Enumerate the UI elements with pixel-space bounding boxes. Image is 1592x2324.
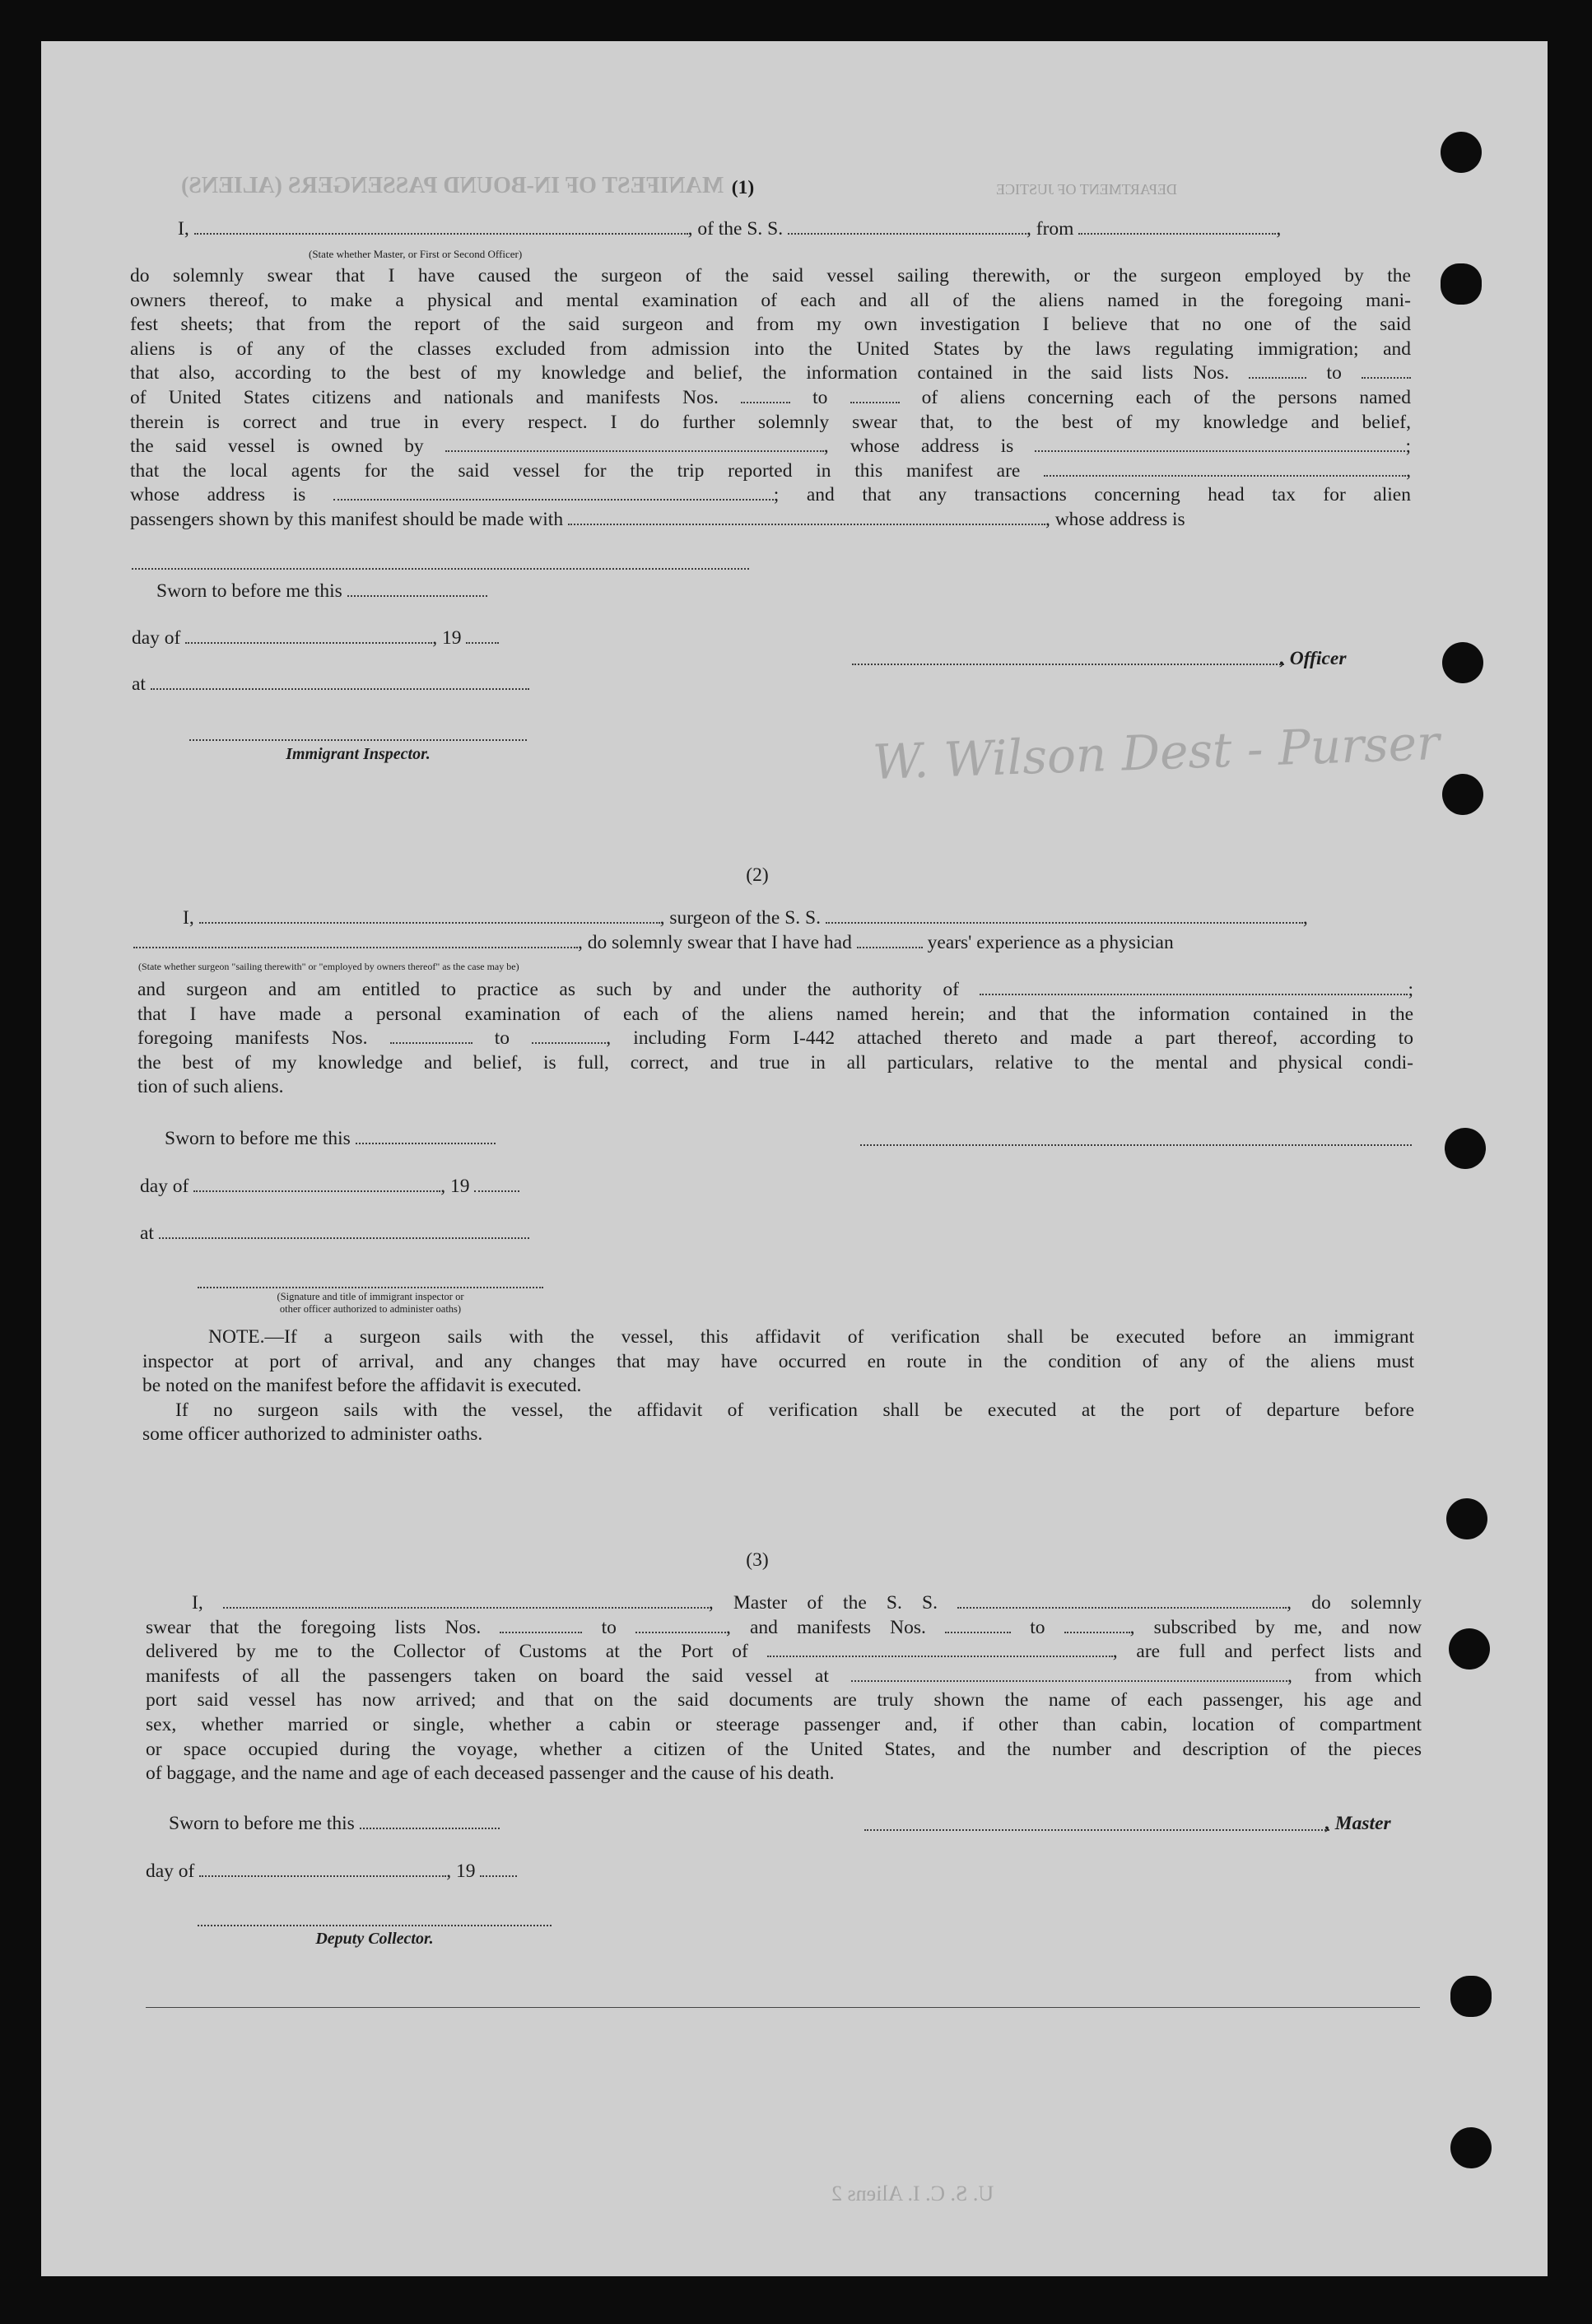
citizen-list-from-field[interactable] xyxy=(1249,362,1306,379)
local-agents-field[interactable] xyxy=(1044,460,1406,477)
s1-place-field[interactable] xyxy=(151,673,529,690)
practice-authority-field[interactable] xyxy=(980,979,1408,995)
manifest-from-field[interactable] xyxy=(741,387,790,403)
s2-note: NOTE.—If a surgeon sails with the vessel, this affidavit of verification shall be executed before an immigrant inspector at port of arrival, and any changes that may have occurred en route in the condition of any of the aliens must be noted on the manifest before the affidavit is executed. If no surgeon sails with the vessel, the affidavit of verification shall be executed at the port of departure before some officer authorized to administer oaths. xyxy=(142,1326,1414,1446)
master-label: , Master xyxy=(1325,1813,1391,1834)
s1-oath-body: do solemnly swear that I have caused the surgeon of the said vessel sailing therewith, or the surgeon employed by the owners thereof, to make a physical and mental examination of each and all of the aliens named in the foregoing mani- fest sheets; that from the report of the said surgeon and from my own investigation I believe that no one of the said aliens is of any of the classes excluded from admission into the United States by the laws regulating immigration; and that also, according to the best of my knowledge and belief, the information contained in the said lists Nos. to of United States citizens and nationals and manifests Nos. to of aliens concerning each of the persons named therein is correct and true in every respect. I do further solemnly swear that, to the best of my knowledge and belief, the said vessel is owned by , whose address is ; that the local agents for the said vessel for the trip reported in this manifest are , whose address is ; and that any transactions concerning head tax for alien passengers shown by this manifest should be made with , whose address is xyxy=(130,265,1412,530)
s3-manifest-from-field[interactable] xyxy=(945,1617,1011,1633)
master-signature-line[interactable] xyxy=(864,1829,1329,1831)
s3-month-field[interactable] xyxy=(199,1861,446,1877)
punch-hole xyxy=(1445,1128,1486,1169)
inspector-label: Immigrant Inspector. xyxy=(286,745,431,763)
head-tax-agent-field[interactable] xyxy=(568,509,1045,525)
officer-name-field[interactable] xyxy=(194,218,688,235)
s1-day-of: day of , 19 xyxy=(132,627,499,650)
ship-name-field[interactable] xyxy=(788,218,1026,235)
manifest-to-field[interactable] xyxy=(850,387,900,403)
officer-label: , Officer xyxy=(1280,648,1347,669)
punch-hole xyxy=(1450,2127,1492,2168)
collector-signature-line[interactable] xyxy=(198,1925,552,1926)
punch-hole xyxy=(1449,1628,1490,1670)
handwritten-signature: W. Wilson Dest - Purser xyxy=(872,715,1441,790)
port-of-departure-field[interactable] xyxy=(851,1665,1287,1682)
s2-manifest-to-field[interactable] xyxy=(532,1027,606,1044)
s2-sworn: Sworn to before me this xyxy=(165,1128,496,1150)
collector-label: Deputy Collector. xyxy=(315,1930,434,1948)
punch-hole xyxy=(1442,774,1483,815)
s1-address-continuation-line[interactable] xyxy=(132,568,749,570)
owner-field[interactable] xyxy=(445,435,824,452)
punch-hole xyxy=(1442,642,1483,683)
agents-address-field[interactable] xyxy=(333,484,774,501)
s2-year-field[interactable] xyxy=(474,1176,519,1192)
years-experience-field[interactable] xyxy=(857,932,923,948)
s2-sig-note-1: (Signature and title of immigrant inspector or xyxy=(277,1291,464,1302)
s1-month-field[interactable] xyxy=(185,627,432,644)
owner-address-field[interactable] xyxy=(1035,435,1405,452)
s3-manifest-to-field[interactable] xyxy=(1064,1617,1130,1633)
surgeon-name-field[interactable] xyxy=(199,907,660,924)
surgeon-signature-line[interactable] xyxy=(860,1144,1412,1146)
s1-sworn: Sworn to before me this xyxy=(156,580,487,603)
punch-hole xyxy=(1450,1976,1492,2017)
inspector-signature-line[interactable] xyxy=(189,739,527,741)
s2-surgeon-note: (State whether surgeon "sailing therewith" or "employed by owners thereof" as the case may be) xyxy=(138,961,519,972)
s2-manifest-from-field[interactable] xyxy=(390,1027,472,1044)
s2-sworn-day-field[interactable] xyxy=(356,1128,496,1144)
s2-ship-name-field[interactable] xyxy=(826,907,1303,924)
punch-hole xyxy=(1441,263,1482,305)
s3-day-of: day of , 19 xyxy=(146,1861,517,1883)
s2-oath-body: and surgeon and am entitled to practice as such by and under the authority of ; that I have made a personal examination of each of the aliens named herein; and that the information contained in the foregoing manifests Nos. to , including Form I-442 attached thereto and made a part thereof, according to the best of my knowledge and belief, is full, correct, and true in all particulars, relative to the mental and physical condi- tion of such aliens. xyxy=(137,979,1414,1098)
from-port-field[interactable] xyxy=(1078,218,1276,235)
citizen-list-to-field[interactable] xyxy=(1362,362,1411,379)
bleed-through-department: DEPARTMENT OF JUSTICE xyxy=(996,181,1177,198)
s3-oath-body: I, , Master of the S. S. , do solemnly swear that the foregoing lists Nos. to , and manifests Nos. to , subscribed by me, and now delivered by me to the Collector of Customs at the Port of , are full and perfect lists and manifests of all the passengers taken on board the said vessel at , from which port said vessel has now arrived; and that on the said documents are truly shown the name of each passenger, his age and sex, whether married or single, whether a cabin or steerage passenger and, if other than cabin, location of compartment or space occupied during the voyage, whether a citizen of the United States, and the number and description of the pieces of baggage, and the name and age of each deceased passenger and the cause of his death. xyxy=(146,1592,1422,1785)
s2-at: at xyxy=(140,1223,529,1245)
s3-list-to-field[interactable] xyxy=(635,1617,726,1633)
s1-sworn-day-field[interactable] xyxy=(347,580,487,597)
s3-year-field[interactable] xyxy=(480,1861,517,1877)
s2-oath-line-2: , do solemnly swear that I have had years' experience as a physician xyxy=(133,932,1174,954)
s2-sig-note-2: other officer authorized to administer oaths) xyxy=(279,1303,462,1315)
s1-year-field[interactable] xyxy=(466,627,499,644)
section-3-number: (3) xyxy=(746,1549,769,1571)
s3-ship-name-field[interactable] xyxy=(957,1592,1287,1609)
s1-oath-line-1: I, , of the S. S. , from , xyxy=(178,218,1282,240)
section-1-number: (1) xyxy=(731,177,755,198)
s1-at: at xyxy=(132,673,529,696)
s3-sworn-day-field[interactable] xyxy=(360,1813,500,1829)
bottom-rule xyxy=(146,2007,1420,2008)
s2-day-of: day of , 19 xyxy=(140,1176,519,1198)
punch-hole xyxy=(1441,132,1482,173)
bleed-through-title: MANIFEST OF IN-BOUND PASSENGERS (ALIENS) xyxy=(181,173,724,198)
bleed-through-footer: U. S. C. I. Aliens 2 xyxy=(831,2182,994,2205)
s2-oath-line-1: I, , surgeon of the S. S. , xyxy=(183,907,1308,929)
section-2-number: (2) xyxy=(746,864,769,886)
master-name-field[interactable] xyxy=(223,1592,709,1609)
s1-officer-note: (State whether Master, or First or Second Officer) xyxy=(309,248,523,260)
s2-place-field[interactable] xyxy=(159,1223,529,1239)
officer-signature-line[interactable] xyxy=(852,664,1284,665)
s2-month-field[interactable] xyxy=(193,1176,440,1192)
s3-list-from-field[interactable] xyxy=(500,1617,582,1633)
s2-officer-signature-line[interactable] xyxy=(198,1287,543,1288)
s3-sworn: Sworn to before me this xyxy=(169,1813,500,1835)
port-of-arrival-field[interactable] xyxy=(767,1641,1113,1657)
form-sheet xyxy=(41,41,1548,2276)
punch-hole xyxy=(1446,1498,1487,1539)
surgeon-status-field[interactable] xyxy=(133,932,578,948)
